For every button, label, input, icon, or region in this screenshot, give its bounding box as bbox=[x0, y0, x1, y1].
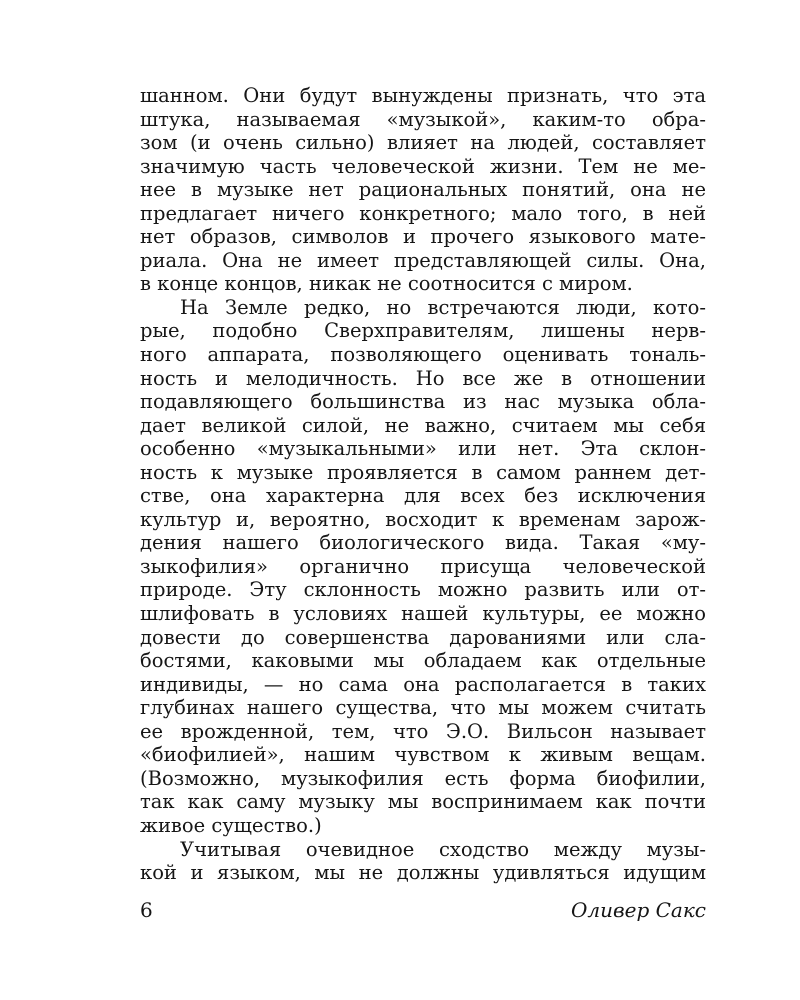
text-line: Учитывая очевидное сходство между музы- bbox=[180, 837, 706, 861]
text-line: шанном. Они будут вынуждены признать, что эта bbox=[140, 84, 706, 107]
text-line: особенно «музыкальными» или нет. Эта склон- bbox=[140, 437, 706, 461]
text-line: дает великой силой, не важно, считаем мы себя bbox=[140, 413, 706, 437]
text-line: зом (и очень сильно) влияет на людей, составляет bbox=[140, 131, 706, 155]
text-line: На Земле редко, но встречаются люди, кото- bbox=[180, 295, 706, 319]
text-line: ность к музыке проявляется в самом раннем дет- bbox=[140, 460, 706, 484]
text-line: шлифовать в условиях нашей культуры, ее можно bbox=[140, 602, 706, 626]
text-line: ного аппарата, позволяющего оценивать тональ- bbox=[140, 343, 706, 367]
text-line: ность и мелодичность. Но все же в отношении bbox=[140, 366, 706, 390]
page-number: 6 bbox=[140, 898, 153, 922]
text-line: зыкофилия» органично присуща человеческой bbox=[140, 554, 706, 578]
text-line: культур и, вероятно, восходит к временам зарож- bbox=[140, 507, 706, 531]
text-line: бостями, каковыми мы обладаем как отдельные bbox=[140, 649, 706, 673]
text-line: природе. Эту склонность можно развить или от- bbox=[140, 578, 706, 602]
text-line: ее врожденной, тем, что Э.О. Вильсон называет bbox=[140, 719, 706, 743]
text-line: индивиды, — но сама она располагается в таких bbox=[140, 672, 706, 696]
text-line: штука, называемая «музыкой», каким-то обра- bbox=[140, 107, 706, 131]
text-line: глубинах нашего существа, что мы можем считать bbox=[140, 696, 706, 720]
text-line: «биофилией», нашим чувством к живым вещам. bbox=[140, 743, 706, 767]
text-line: в конце концов, никак не соотносится с миром. bbox=[140, 272, 633, 296]
text-line: подавляющего большинства из нас музыка обла- bbox=[140, 390, 706, 414]
page-footer bbox=[140, 898, 706, 928]
text-line: нее в музыке нет рациональных понятий, она не bbox=[140, 178, 706, 202]
text-line: живое существо.) bbox=[140, 813, 322, 837]
text-line: предлагает ничего конкретного; мало того, в ней bbox=[140, 201, 706, 225]
text-line: риала. Она не имеет представляющей силы. Она, bbox=[140, 248, 706, 272]
text-line: значимую часть человеческой жизни. Тем не ме- bbox=[140, 154, 706, 178]
body-text bbox=[140, 84, 706, 885]
text-line: рые, подобно Сверхправителям, лишены нерв- bbox=[140, 319, 706, 343]
text-line: так как саму музыку мы воспринимаем как почти bbox=[140, 790, 706, 814]
text-line: дения нашего биологического вида. Такая «му- bbox=[140, 531, 706, 555]
text-line: довести до совершенства дарованиями или сла- bbox=[140, 625, 706, 649]
running-author: Оливер Сакс bbox=[570, 898, 706, 922]
text-line: стве, она характерна для всех без исключения bbox=[140, 484, 706, 508]
text-line: (Возможно, музыкофилия есть форма биофилии, bbox=[140, 766, 706, 790]
text-line: нет образов, символов и прочего языкового мате- bbox=[140, 225, 706, 249]
text-line: кой и языком, мы не должны удивляться идущим bbox=[140, 861, 706, 885]
